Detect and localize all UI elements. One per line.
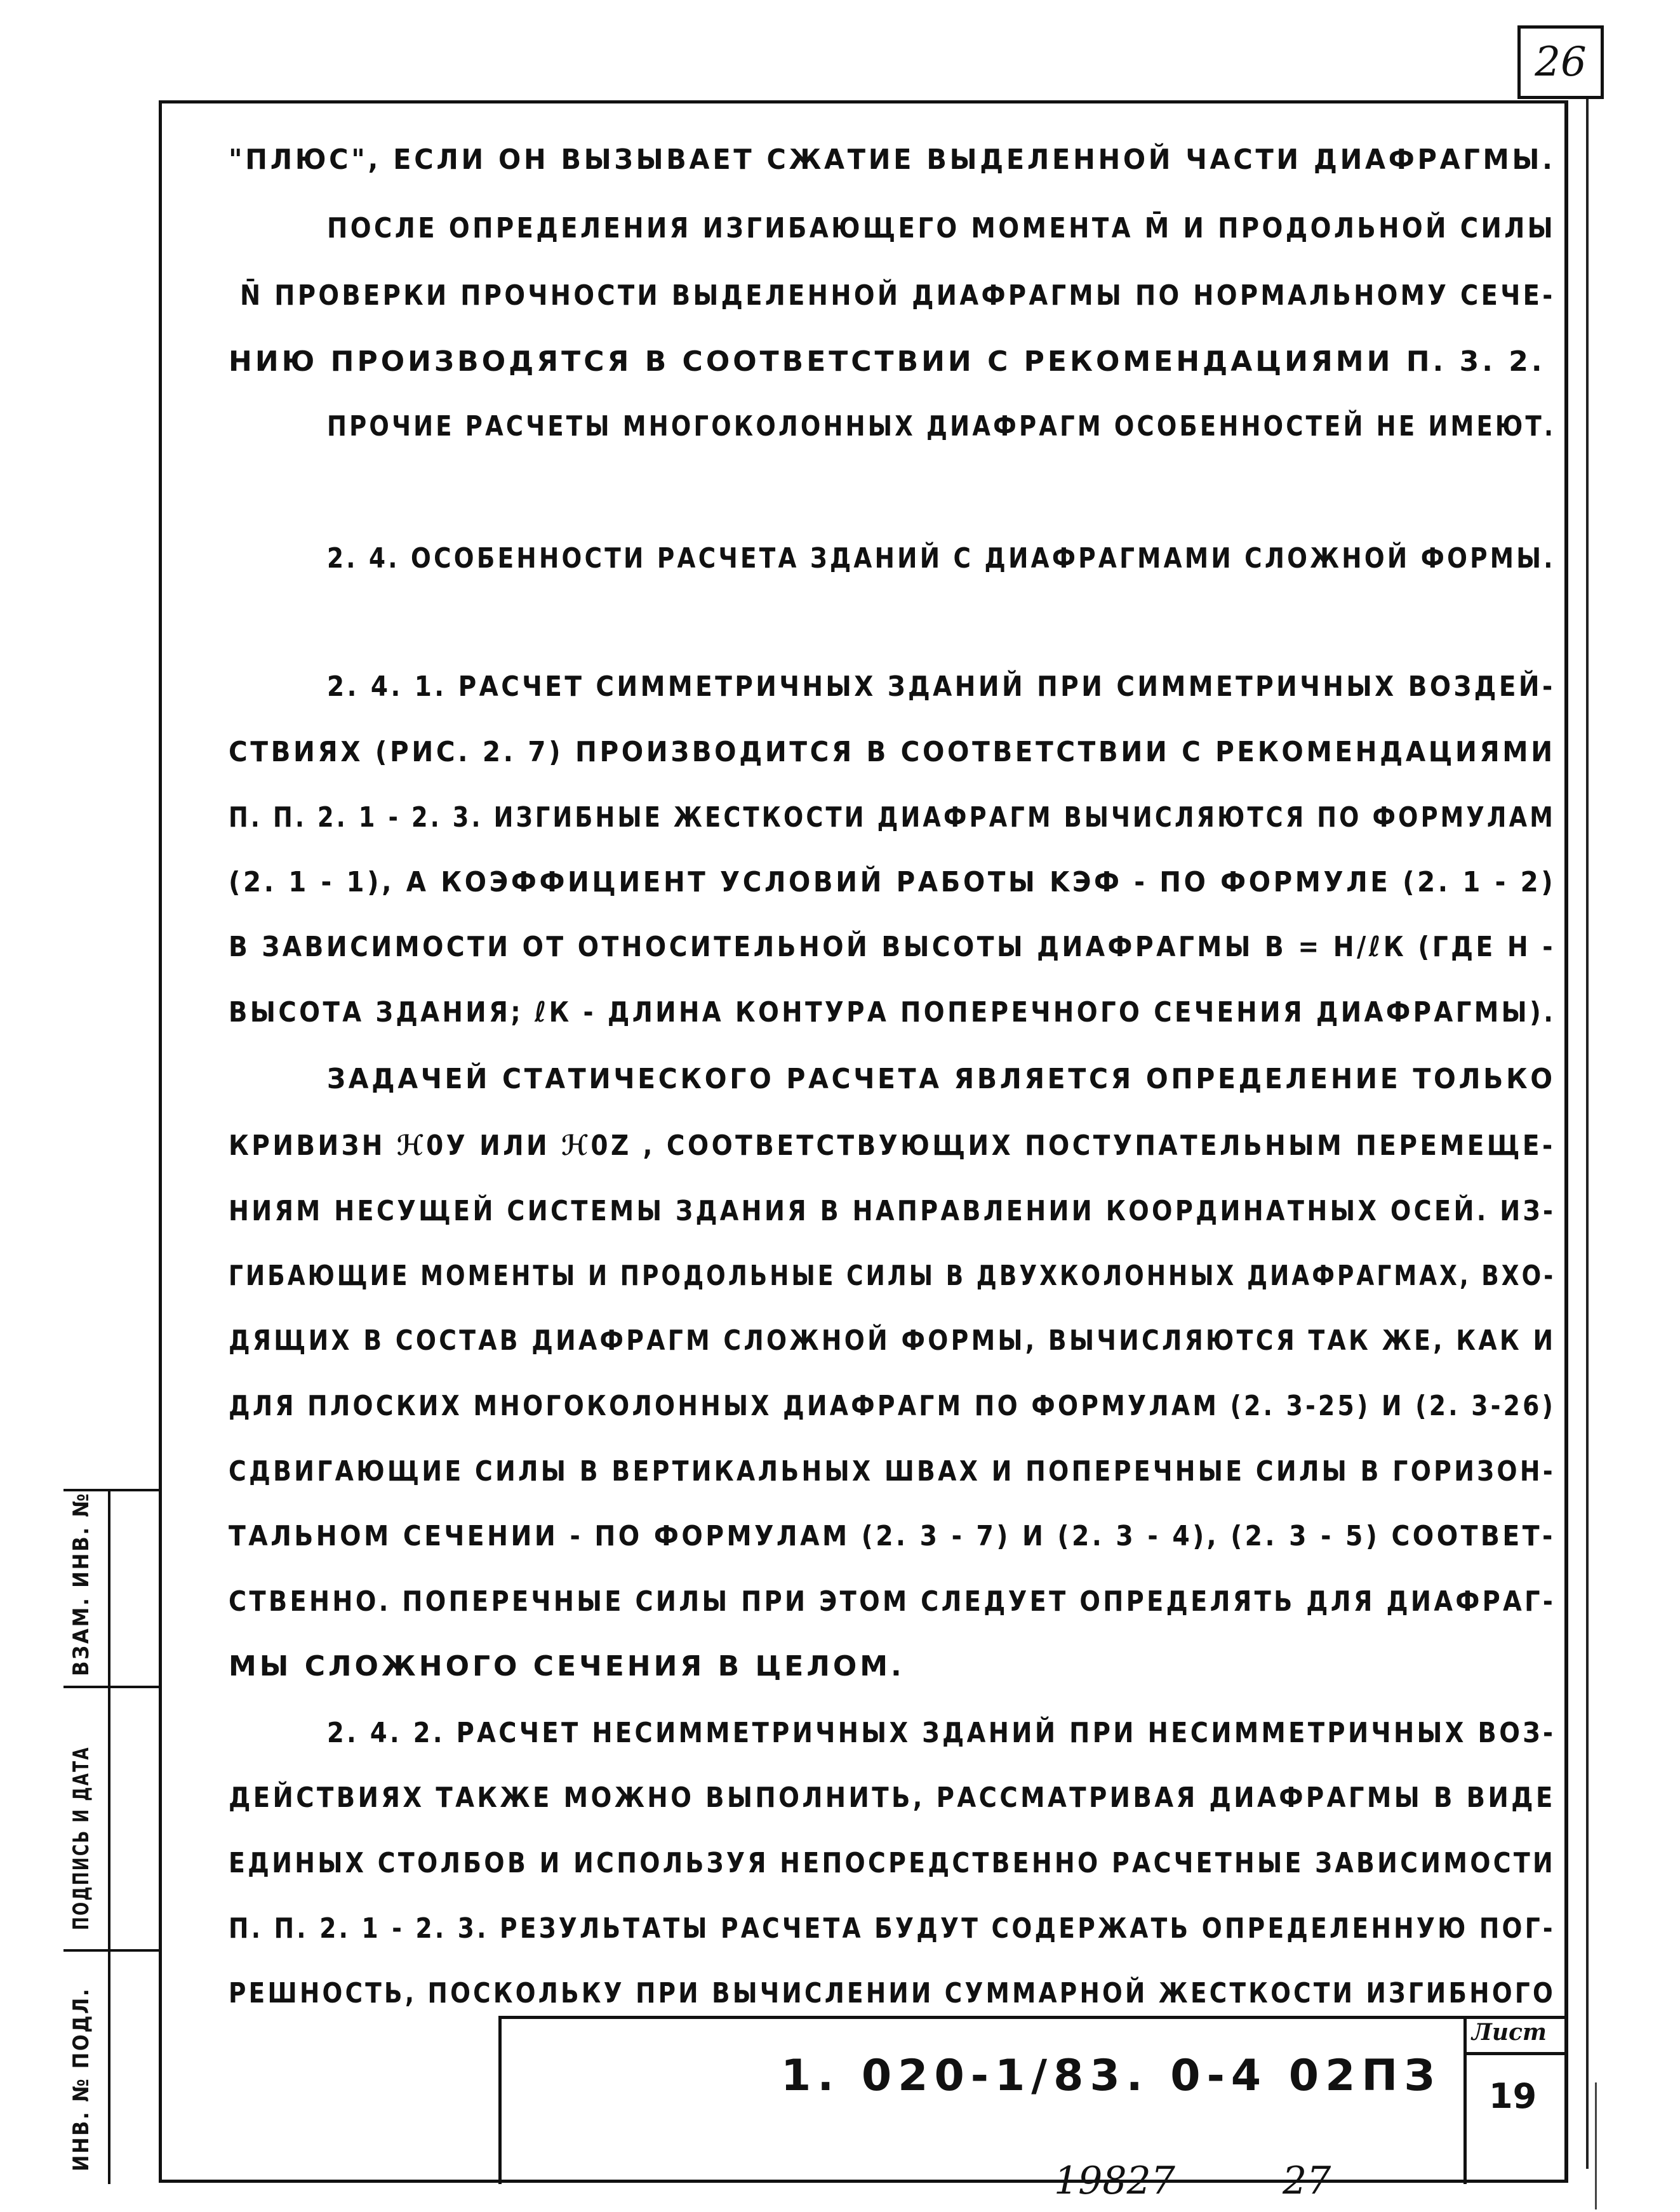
text-line: "ПЛЮС", ЕСЛИ ОН ВЫЗЫВАЕТ СЖАТИЕ ВЫДЕЛЕННОЙ ЧАСТИ ДИАФРАГМЫ. xyxy=(229,143,1556,176)
sheet-cell-line xyxy=(1463,2016,1467,2184)
sheet-cell-separator xyxy=(1463,2052,1568,2055)
text-line: НИЯМ НЕСУЩЕЙ СИСТЕМЫ ЗДАНИЯ В НАПРАВЛЕНИИ КООРДИНАТНЫХ ОСЕЙ. ИЗ- xyxy=(229,1195,1556,1227)
section-heading: 2. 4. ОСОБЕННОСТИ РАСЧЕТА ЗДАНИЙ С ДИАФРАГМАМИ СЛОЖНОЙ ФОРМЫ. xyxy=(327,542,1556,575)
text-line: ДЯЩИХ В СОСТАВ ДИАФРАГМ СЛОЖНОЙ ФОРМЫ, ВЫЧИСЛЯЮТСЯ ТАК ЖЕ, КАК И xyxy=(229,1324,1556,1357)
text-line: СДВИГАЮЩИЕ СИЛЫ В ВЕРТИКАЛЬНЫХ ШВАХ И ПОПЕРЕЧНЫЕ СИЛЫ В ГОРИЗОН- xyxy=(229,1455,1556,1488)
text-line: ГИБАЮЩИЕ МОМЕНТЫ И ПРОДОЛЬНЫЕ СИЛЫ В ДВУХКОЛОННЫХ ДИАФРАГМАХ, ВХО- xyxy=(229,1260,1556,1292)
text-line: (2. 1 - 1), А КОЭФФИЦИЕНТ УСЛОВИЙ РАБОТЫ KЭФ - ПО ФОРМУЛЕ (2. 1 - 2) xyxy=(229,866,1556,898)
inventory-number: 19827 xyxy=(1054,2159,1175,2203)
page-number: 26 xyxy=(1535,39,1587,86)
side-label-original-inv: ИНВ. № ПОДЛ. xyxy=(69,1987,94,2171)
frame-outer-line-bottom xyxy=(1595,2082,1597,2209)
text-line: 2. 4. 2. РАСЧЕТ НЕСИММЕТРИЧНЫХ ЗДАНИЙ ПРИ НЕСИММЕТРИЧНЫХ ВОЗ- xyxy=(327,1717,1556,1749)
text-line: СТВИЯХ (РИС. 2. 7) ПРОИЗВОДИТСЯ В СООТВЕТСТВИИ С РЕКОМЕНДАЦИЯМИ xyxy=(229,736,1556,768)
text-line: П. П. 2. 1 - 2. 3. РЕЗУЛЬТАТЫ РАСЧЕТА БУДУТ СОДЕРЖАТЬ ОПРЕДЕЛЕННУЮ ПОГ- xyxy=(229,1912,1556,1945)
copy-number: 27 xyxy=(1283,2159,1331,2203)
sheet-number: 19 xyxy=(1489,2076,1537,2116)
page-number-box xyxy=(1517,25,1604,99)
text-line: ВЫСОТА ЗДАНИЯ; ℓК - ДЛИНА КОНТУРА ПОПЕРЕЧНОГО СЕЧЕНИЯ ДИАФРАГМЫ). xyxy=(229,996,1556,1029)
text-line: РЕШНОСТЬ, ПОСКОЛЬКУ ПРИ ВЫЧИСЛЕНИИ СУММАРНОЙ ЖЕСТКОСТИ ИЗГИБНОГО xyxy=(229,1977,1556,2009)
side-stamp-column-line xyxy=(108,1489,110,2184)
text-line: КРИВИЗН ℋ0У ИЛИ ℋ0Z , СООТВЕТСТВУЮЩИХ ПОСТУПАТЕЛЬНЫМ ПЕРЕМЕЩЕ- xyxy=(229,1129,1556,1162)
text-line: МЫ СЛОЖНОГО СЕЧЕНИЯ В ЦЕЛОМ. xyxy=(229,1650,905,1682)
frame-outer-line xyxy=(1586,99,1589,2169)
text-line: В ЗАВИСИМОСТИ ОТ ОТНОСИТЕЛЬНОЙ ВЫСОТЫ ДИАФРАГМЫ Β = H/ℓК (ГДЕ H - xyxy=(229,931,1556,963)
side-stamp-separator xyxy=(63,1949,159,1952)
text-line: ТАЛЬНОМ СЕЧЕНИИ - ПО ФОРМУЛАМ (2. 3 - 7) И (2. 3 - 4), (2. 3 - 5) СООТВЕТ- xyxy=(229,1520,1556,1552)
text-line: НИЮ ПРОИЗВОДЯТСЯ В СООТВЕТСТВИИ С РЕКОМЕНДАЦИЯМИ П. 3. 2. xyxy=(229,345,1545,378)
side-stamp-separator xyxy=(63,1686,159,1688)
text-line: ПОСЛЕ ОПРЕДЕЛЕНИЯ ИЗГИБАЮЩЕГО МОМЕНТА M̄ И ПРОДОЛЬНОЙ СИЛЫ xyxy=(327,212,1556,244)
sheet-label: Лист xyxy=(1472,2019,1547,2046)
side-label-signature-date: ПОДПИСЬ И ДАТА xyxy=(69,1746,94,1930)
text-line: N̄ ПРОВЕРКИ ПРОЧНОСТИ ВЫДЕЛЕННОЙ ДИАФРАГМЫ ПО НОРМАЛЬНОМУ СЕЧЕ- xyxy=(240,279,1556,312)
text-line: ДЛЯ ПЛОСКИХ МНОГОКОЛОННЫХ ДИАФРАГМ ПО ФОРМУЛАМ (2. 3-25) И (2. 3-26) xyxy=(229,1390,1556,1422)
text-line: ДЕЙСТВИЯХ ТАКЖЕ МОЖНО ВЫПОЛНИТЬ, РАССМАТРИВАЯ ДИАФРАГМЫ В ВИДЕ xyxy=(229,1782,1556,1814)
text-line: 2. 4. 1. РАСЧЕТ СИММЕТРИЧНЫХ ЗДАНИЙ ПРИ СИММЕТРИЧНЫХ ВОЗДЕЙ- xyxy=(327,670,1556,703)
text-line: ПРОЧИЕ РАСЧЕТЫ МНОГОКОЛОННЫХ ДИАФРАГМ ОСОБЕННОСТЕЙ НЕ ИМЕЮТ. xyxy=(327,410,1556,443)
text-line: ЕДИНЫХ СТОЛБОВ И ИСПОЛЬЗУЯ НЕПОСРЕДСТВЕННО РАСЧЕТНЫЕ ЗАВИСИМОСТИ xyxy=(229,1847,1556,1879)
side-label-replacement-inv: ВЗАМ. ИНВ. № xyxy=(69,1491,94,1676)
text-line: П. П. 2. 1 - 2. 3. ИЗГИБНЫЕ ЖЕСТКОСТИ ДИАФРАГМ ВЫЧИСЛЯЮТСЯ ПО ФОРМУЛАМ xyxy=(229,801,1556,834)
text-line: СТВЕННО. ПОПЕРЕЧНЫЕ СИЛЫ ПРИ ЭТОМ СЛЕДУЕТ ОПРЕДЕЛЯТЬ ДЛЯ ДИАФРАГ- xyxy=(229,1585,1556,1618)
document-code: 1. 020-1/83. 0-4 02ПЗ xyxy=(781,2051,1441,2101)
text-line: ЗАДАЧЕЙ СТАТИЧЕСКОГО РАСЧЕТА ЯВЛЯЕТСЯ ОПРЕДЕЛЕНИЕ ТОЛЬКО xyxy=(327,1063,1556,1095)
